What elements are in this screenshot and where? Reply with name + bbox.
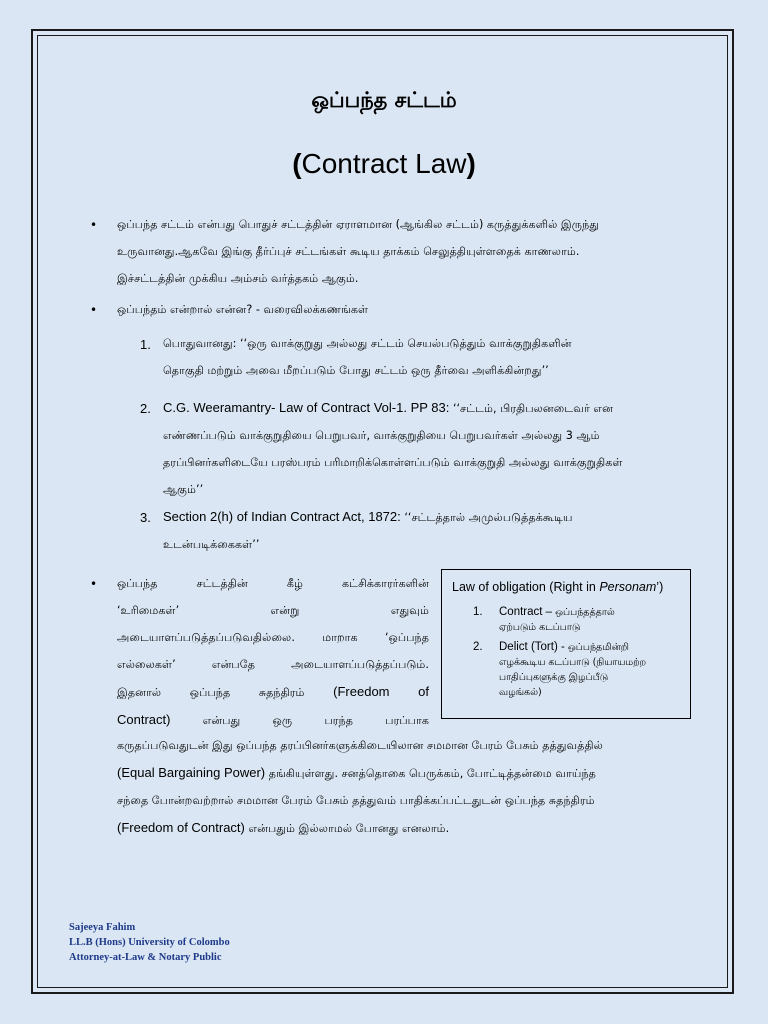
bullet-3-contract-tamil: என்பது ஒரு பரந்த பரப்பாக: [202, 714, 429, 727]
bullet-3-narrow-text: [117, 570, 429, 734]
bullet-marker-2: •: [90, 303, 98, 317]
bullet-marker-1: •: [90, 218, 98, 232]
definition-2-quote-start: ‘‘சட்டம், பிரதிபலனடைவர் என: [452, 402, 613, 415]
bullet-3-line: எல்லைகள்’ என்பதே அடையாளப்படுத்தப்படும்.: [117, 658, 429, 671]
law-of-obligation-box: [441, 569, 691, 719]
box-item-1-line: [499, 605, 689, 620]
title-close-paren: ): [466, 148, 476, 179]
bullet-3-line10-tamil: என்பதும் இல்லாமல் போனது எனலாம்.: [248, 822, 450, 835]
bullet-3-equal-bargaining: (Equal Bargaining Power): [117, 765, 266, 780]
bullet-3-freedom-tamil: இதனால் ஒப்பந்த சுதந்திரம்: [117, 686, 305, 699]
bullet-2-text: ஒப்பந்தம் என்றால் என்ன? - வரைவிலக்கணங்கள்: [117, 303, 369, 316]
box-item-1-english: Contract –: [499, 606, 553, 618]
bullet-3-freedom-english: (Freedom of: [333, 684, 429, 699]
author-title: Attorney-at-Law & Notary Public: [69, 952, 222, 963]
bullet-3-freedom-of-contract: (Freedom of Contract): [117, 820, 245, 835]
bullet-marker-3: •: [90, 577, 98, 591]
definition-1-line: பொதுவானது: ‘‘ஒரு வாக்குறுது அல்லது சட்டம் செயல்படுத்தும் வாக்குறுதிகளின்: [163, 337, 572, 350]
definition-2-line: எண்ணப்படும் வாக்குறுதியை பெறுபவர், வாக்குறுதியை பெறுபவர்கள் அல்லது 3 ஆம்: [163, 429, 600, 442]
box-title-suffix: ’): [656, 580, 664, 594]
definition-2-source: C.G. Weeramantry- Law of Contract Vol-1. PP 83:: [163, 400, 450, 415]
definition-3-number: 3.: [140, 510, 151, 525]
bullet-3-line: கருதப்படுவதுடன் இது ஒப்பந்த தரப்பினர்களுக்கிடையிலான சமமான பேரம் பேசும் தத்துவத்தில்: [117, 739, 603, 752]
box-item-1-tamil: ஒப்பந்தத்தால்: [555, 607, 615, 618]
bullet-3-line8-tamil: தங்கியுள்ளது. சனத்தொகை பெருக்கம், போட்டித்தன்மை வாய்ந்த: [268, 767, 596, 780]
bullet-3-line: சந்தை போன்றவற்றால் சமமான பேரம் பேசும் தத்துவம் பாதிக்கப்பட்டதுடன் ஒப்பந்த சுதந்திரம்: [117, 794, 595, 807]
box-item-2-english: Delict (Tort) -: [499, 641, 565, 653]
definition-1-text: [163, 330, 695, 384]
bullet-3-line: [117, 759, 695, 787]
box-title: [452, 580, 663, 594]
box-item-2-line: [499, 640, 689, 655]
definition-3-line: உடன்படிக்கைகள்’’: [163, 538, 260, 551]
bullet-3-line: அடையாளப்படுத்தப்படுவதில்லை. மாறாக ‘ஒப்பந்த: [117, 631, 429, 644]
definition-2-number: 2.: [140, 401, 151, 416]
box-item-1-text: [499, 605, 689, 635]
bullet-3-line: [117, 706, 429, 734]
box-item-1-number: 1.: [473, 606, 483, 618]
title-english-text: Contract Law: [301, 148, 467, 179]
box-item-2-line: பாதிப்புகளுக்கு இழப்பீடு: [499, 672, 609, 683]
author-name: Sajeeya Fahim: [69, 922, 136, 933]
definition-1-number: 1.: [140, 337, 151, 352]
definition-2-text: [163, 394, 695, 503]
definition-3-source: Section 2(h) of Indian Contract Act, 1872:: [163, 509, 401, 524]
box-item-1-line: ஏற்படும் கடப்பாடு: [499, 622, 581, 633]
author-signature: [69, 920, 230, 965]
title-open-paren: (: [292, 148, 302, 179]
definition-2-line: [163, 394, 695, 422]
title-tamil: ஒப்பந்த சட்டம்: [311, 88, 457, 112]
definition-2-line: ஆகும்’’: [163, 483, 204, 496]
definition-1-line: தொகுதி மற்றும் அவை மீறப்படும் போது சட்டம் ஒரு தீர்வை அளிக்கின்றது’’: [163, 364, 549, 377]
bullet-3-line: ‘உரிமைகள்’ என்று எதுவும்: [117, 604, 429, 617]
definition-3-text: [163, 503, 695, 558]
box-item-2-line: எழக்கூடிய கடப்பாடு (நியாயமற்ற: [499, 657, 647, 668]
bullet-3-contract-english: Contract): [117, 712, 171, 727]
bullet-1-line: உருவானது.ஆகவே இங்கு தீர்ப்புச் சட்டங்கள் கூடிய தாக்கம் செலுத்தியுள்ளதைக் காணலாம்.: [117, 245, 580, 258]
box-item-2-tamil: ஒப்பந்தமின்றி: [567, 642, 629, 653]
box-title-italic: Personam: [599, 580, 657, 594]
bullet-3-line: [117, 814, 695, 842]
bullet-1-text: [117, 211, 695, 292]
bullet-3-line: [117, 678, 429, 706]
bullet-3-line: ஒப்பந்த சட்டத்தின் கீழ் கட்சிக்காரர்களின்: [117, 577, 429, 590]
box-item-2-number: 2.: [473, 641, 483, 653]
bullet-1-line: ஒப்பந்த சட்டம் என்பது பொதுச் சட்டத்தின் ஏராளமான (ஆங்கில சட்டம்) கருத்துக்களில் இருந்து: [117, 218, 600, 231]
author-degree: LL.B (Hons) University of Colombo: [69, 937, 230, 948]
definition-3-line: [163, 503, 695, 531]
title-english: [0, 148, 768, 180]
definition-2-line: தரப்பினர்களிடையே பரஸ்பரம் பரிமாறிக்கொள்ளப்படும் வாக்குறுதி அல்லது வாக்குறுதிகள்: [163, 456, 623, 469]
box-item-2-text: [499, 640, 689, 700]
box-item-2-line: வழங்கல்): [499, 687, 542, 698]
bullet-3-wide-text: [117, 732, 695, 842]
definition-3-quote-start: ‘‘சட்டத்தால் அமுல்படுத்தக்கூடிய: [404, 511, 573, 524]
box-title-prefix: Law of obligation (Right in: [452, 580, 600, 594]
bullet-1-line: இச்சட்டத்தின் முக்கிய அம்சம் வர்த்தகம் ஆகும்.: [117, 272, 359, 285]
